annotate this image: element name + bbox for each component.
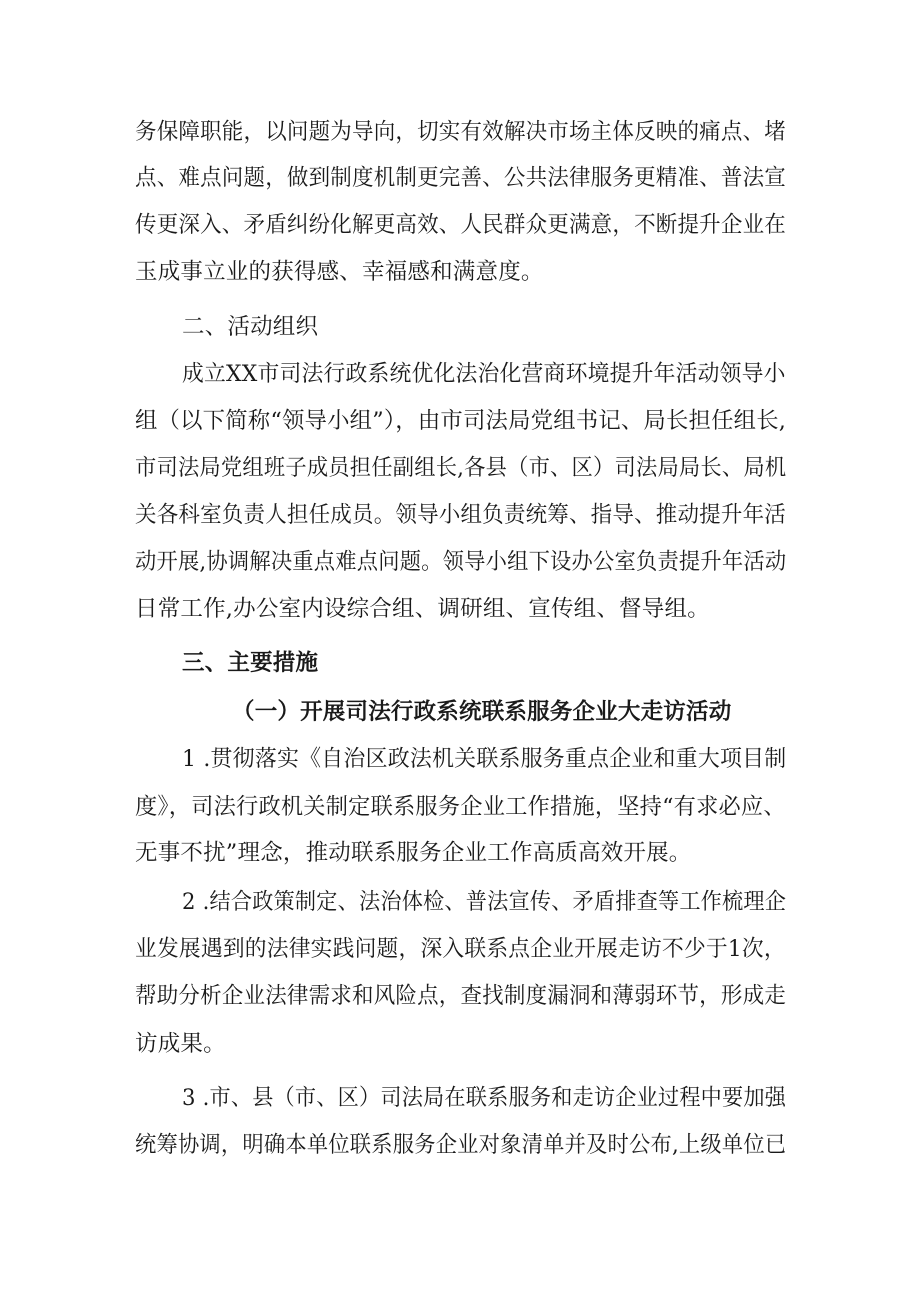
- text-line: 市司法局党组班子成员担任副组长,各县（市、区）司法局局长、局机: [135, 455, 787, 481]
- text-line: 传更深入、矛盾纠纷化解更高效、人民群众更满意，不断提升企业在: [135, 212, 786, 238]
- text-line: 成立XX市司法行政系统优化法治化营商环境提升年活动领导小: [182, 361, 786, 387]
- text-line: 1 .贯彻落实《自治区政法机关联系服务重点企业和重大项目制: [182, 746, 787, 772]
- text-line: 访成果。: [135, 1031, 226, 1057]
- text-line: 日常工作,办公室内设综合组、调研组、宣传组、督导组。: [135, 596, 710, 622]
- text-line: 动开展,协调解决重点难点问题。领导小组下设办公室负责提升年活动: [135, 549, 787, 575]
- text-line: 关各科室负责人担任成员。领导小组负责统筹、指导、推动提升年活: [135, 502, 786, 528]
- text-line: 度》，司法行政机关制定联系服务企业工作措施，坚持“有求必应、: [135, 794, 786, 820]
- text-line: 2 .结合政策制定、法治体检、普法宣传、矛盾排查等工作梳理企: [182, 889, 787, 915]
- text-line: 玉成事立业的获得感、幸福感和满意度。: [135, 259, 544, 285]
- text-line: 无事不扰”理念，推动联系服务企业工作高质高效开展。: [135, 840, 692, 866]
- text-line: 组（以下简称“领导小组”），由市司法局党组书记、局长担任组长,: [135, 408, 787, 434]
- text-line: 3 .市、县（市、区）司法局在联系服务和走访企业过程中要加强: [182, 1085, 787, 1111]
- text-line: 统筹协调，明确本单位联系服务企业对象清单并及时公布,上级单位已: [135, 1132, 787, 1158]
- subsection-heading-1: （一）开展司法行政系统联系服务企业大走访活动: [232, 699, 732, 725]
- section-heading-2: 二、活动组织: [182, 314, 319, 340]
- section-heading-3: 三、主要措施: [182, 650, 319, 676]
- text-line: 点、难点问题，做到制度机制更完善、公共法律服务更精准、普法宣: [135, 165, 786, 191]
- text-line: 业发展遇到的法律实践问题，深入联系点企业开展走访不少于1次，: [135, 936, 786, 962]
- text-line: 帮助分析企业法律需求和风险点，查找制度漏洞和薄弱环节，形成走: [135, 983, 786, 1009]
- text-line: 务保障职能，以问题为导向，切实有效解决市场主体反映的痛点、堵: [135, 119, 786, 145]
